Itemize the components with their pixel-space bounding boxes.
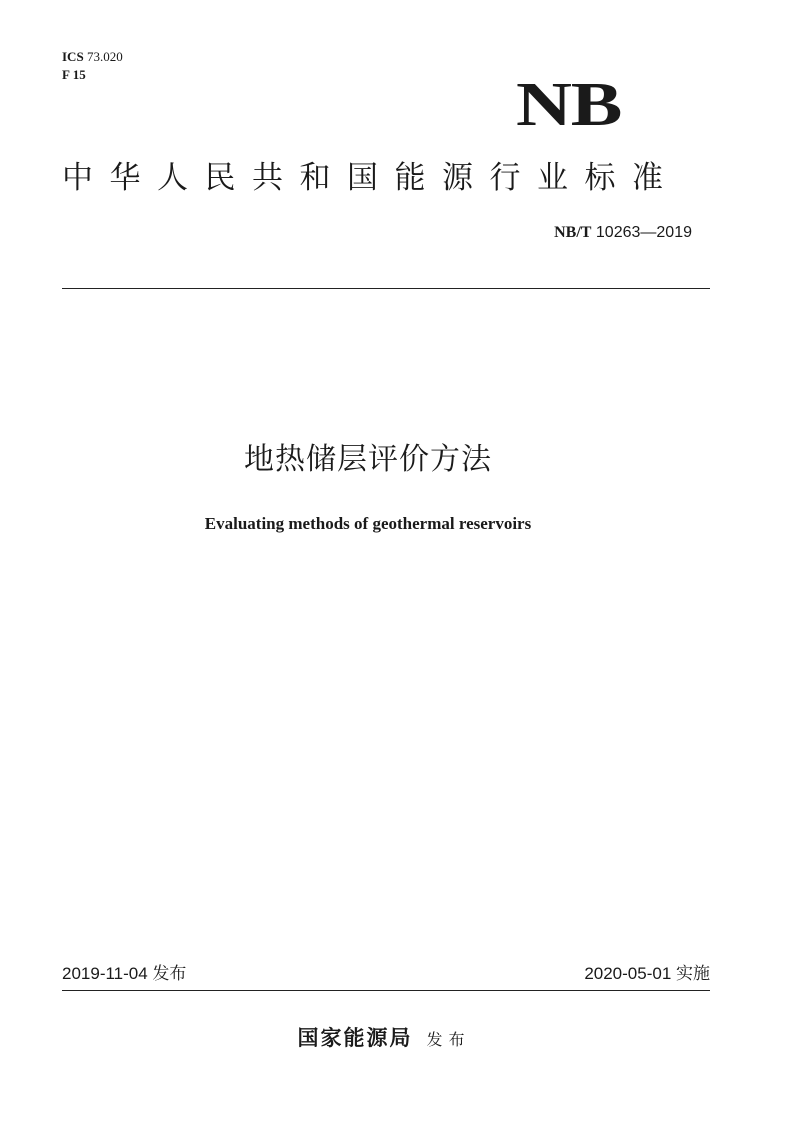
publisher (0, 1022, 768, 1052)
effective-date: 2020-05-01 实施 (584, 964, 710, 983)
top-divider (62, 288, 710, 289)
standard-code: 10263—2019 (595, 224, 692, 241)
ccs-code: F 15 (62, 67, 86, 82)
bottom-divider (62, 990, 710, 991)
issue-date: 2019-11-04 发布 (62, 964, 187, 983)
publisher-name: 国家能源局 (297, 1026, 413, 1050)
ics-line (62, 48, 123, 66)
standard-number (554, 222, 692, 244)
standard-prefix: NB/T (554, 224, 592, 241)
classification-codes (62, 48, 123, 84)
document-title-chinese: 地热储层评价方法 (244, 442, 492, 477)
ics-code: 73.020 (86, 49, 123, 64)
publisher-verb: 发布 (426, 1030, 471, 1049)
ics-label: ICS (62, 49, 84, 64)
document-title-english: Evaluating methods of geothermal reservoirs (204, 514, 532, 533)
standard-category: 中华人民共和国能源行业标准 (62, 160, 680, 196)
nb-logo: NB (516, 71, 622, 139)
